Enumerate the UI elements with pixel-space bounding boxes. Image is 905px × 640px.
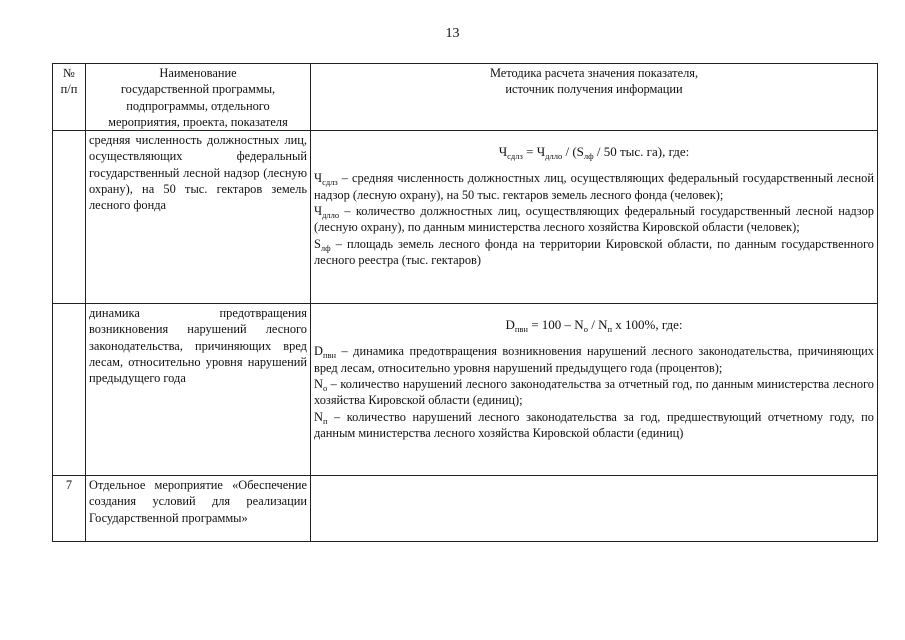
method-cell bbox=[311, 304, 878, 476]
header-name bbox=[86, 64, 311, 131]
variable-definition: $D_{пвн}$ – динамика предотвращения возникновения нарушений лесного законодательства, причиняющих вред лесам, относительно уровня нарушений предыдущего года (процентов); bbox=[314, 344, 874, 375]
row-number bbox=[53, 304, 86, 476]
header-method-line: источник получения информации bbox=[505, 82, 683, 97]
variable-definition: $S_{лф}$ – площадь земель лесного фонда на территории Кировской области, по данным государственного лесного реестра (тыс. гектаров) bbox=[314, 236, 874, 267]
row-number bbox=[53, 131, 86, 304]
row-number: 7 bbox=[53, 476, 86, 542]
header-name-line: государственной программы, bbox=[120, 82, 276, 97]
activity-name: Отдельное мероприятие «Обеспечение создания условий для реализации Государственной программы» bbox=[86, 476, 311, 542]
table-row bbox=[53, 476, 878, 542]
variable-definition: $N_о$ – количество нарушений лесного законодательства за отчетный год, по данным министерства лесного хозяйства Кировской области (единиц); bbox=[314, 377, 874, 408]
header-method bbox=[311, 64, 878, 131]
header-name-line: Наименование bbox=[159, 66, 237, 80]
method-cell-empty bbox=[311, 476, 878, 542]
formula: $D_{пвн} = 100 - N_о / N_п$ x 100%, где: bbox=[505, 317, 683, 335]
header-num bbox=[53, 64, 86, 131]
variable-definition: $N_п$ – количество нарушений лесного законодательства за год, предшествующий отчетному году, по данным министерства лесного хозяйства Кировской области (единиц) bbox=[314, 409, 874, 440]
indicator-name: динамика предотвращения возникновения нарушений лесного законодательства, причиняющих вред лесам, относительно уровня нарушений предыдущего года bbox=[86, 304, 311, 476]
formula: $Ч_{сдлз} = Ч_{длло} / (S_{лф} / 50$ тыс. га), где: bbox=[498, 144, 690, 162]
header-name-line: подпрограммы, отдельного bbox=[126, 98, 270, 113]
header-num-line: № bbox=[63, 66, 75, 80]
header-num-line: п/п bbox=[60, 82, 78, 97]
variable-definition: $Ч_{сдлз}$ – средняя численность должностных лиц, осуществляющих федеральный государственный лесной надзор (лесную охрану), на 50 тыс. гектаров земель лесного фонда (человек); bbox=[314, 171, 874, 202]
header-method-line: Методика расчета значения показателя, bbox=[489, 66, 699, 80]
table-row bbox=[53, 304, 878, 476]
indicator-name: средняя численность должностных лиц, осуществляющих федеральный государственный лесной надзор (лесную охрану), на 50 тыс. гектаров земель лесного фонда bbox=[86, 131, 311, 304]
indicators-table bbox=[52, 63, 878, 542]
table-header-row bbox=[53, 64, 878, 131]
page-number: 13 bbox=[445, 26, 460, 41]
header-name-line: мероприятия, проекта, показателя bbox=[108, 114, 288, 129]
table-row bbox=[53, 131, 878, 304]
variable-definition: $Ч_{длло}$ – количество должностных лиц, осуществляющих федеральный государственный лесной надзор (лесную охрану), по данным министерства лесного хозяйства Кировской области (человек); bbox=[314, 204, 874, 235]
method-cell bbox=[311, 131, 878, 304]
